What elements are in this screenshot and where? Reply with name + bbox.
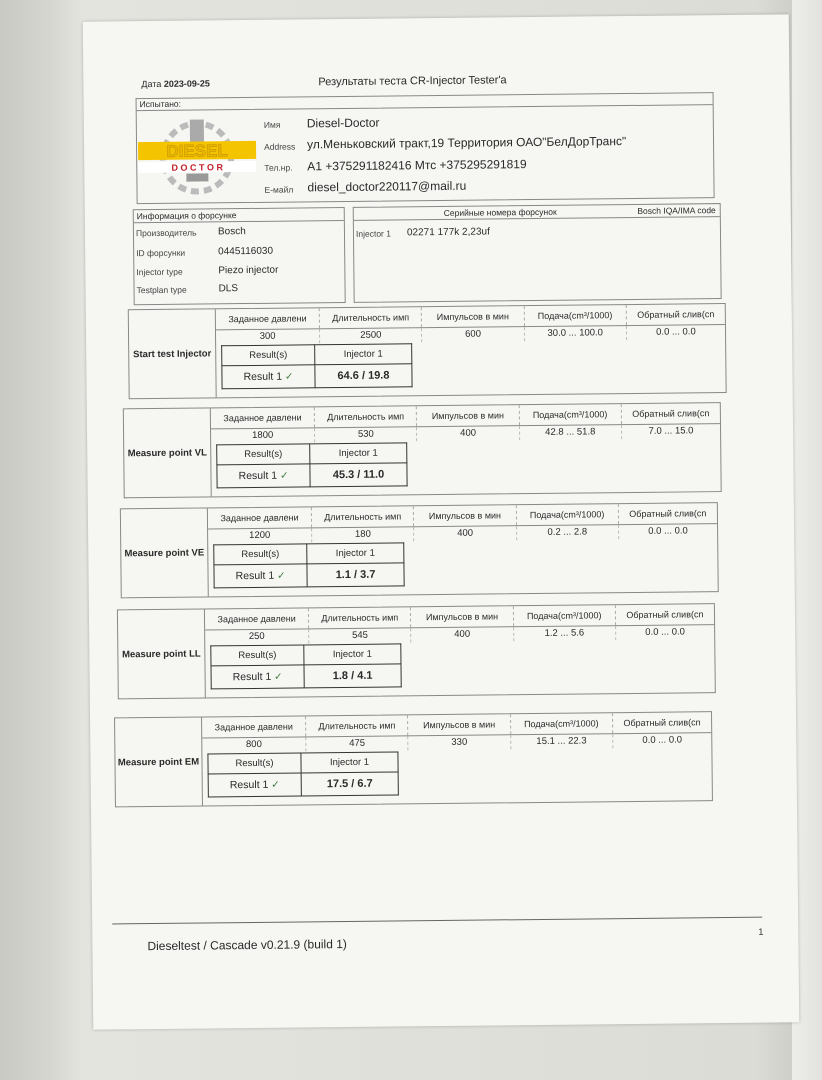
param-header: Длительность имп [320, 307, 422, 328]
result-table [221, 343, 412, 389]
param-header: Заданное давлени [205, 608, 309, 629]
param-value-pulses: 400 [414, 526, 516, 541]
param-value-backflow: 0.0 ... 0.0 [648, 525, 688, 537]
param-value-pressure: 1800 [211, 428, 315, 443]
result-value: 1.8 / 4.1 [304, 664, 401, 688]
param-value-delivery: 0.2 ... 2.8 [517, 525, 619, 540]
test-name: Measure point VL [124, 408, 212, 497]
param-header: Импульсов в мин [408, 714, 510, 735]
iqa-code-title: Bosch IQA/IMA code [637, 205, 716, 216]
result-label-cell [211, 665, 304, 689]
test-block [117, 603, 716, 699]
test-name: Measure point LL [118, 609, 206, 698]
name-value: Diesel-Doctor [306, 115, 380, 131]
param-value-pressure: 300 [216, 329, 320, 344]
result-value: 17.5 / 6.7 [301, 772, 398, 796]
injector-header: Injector 1 [310, 443, 407, 464]
results-header: Result(s) [217, 444, 310, 465]
param-value-pulses: 330 [409, 735, 511, 750]
serial-injector-label: Injector 1 [355, 228, 391, 239]
param-header: Подача(cm³/1000) [511, 713, 613, 734]
result-label-cell [208, 773, 301, 797]
param-value-delivery: 1.2 ... 5.6 [514, 626, 616, 641]
name-label: Имя [263, 119, 281, 130]
param-value-delivery: 42.8 ... 51.8 [520, 425, 622, 440]
result-label-cell [217, 464, 310, 488]
svg-text:DIESEL: DIESEL [166, 141, 228, 161]
result-value: 45.3 / 11.0 [310, 463, 407, 487]
result-label: Result 1 [243, 370, 283, 384]
phone-label: Тел.нр. [264, 162, 293, 173]
param-header: Длительность имп [306, 715, 408, 736]
injector-id-value: 0445116030 [218, 245, 274, 258]
check-icon: ✓ [274, 671, 283, 683]
result-label: Result 1 [238, 469, 278, 483]
testplan-type-value: DLS [218, 283, 239, 295]
param-value-pressure: 250 [205, 629, 309, 644]
param-header: Подача(cm³/1000) [524, 305, 626, 326]
phone-value: A1 +375291182416 Мтс +375295291819 [307, 157, 527, 174]
result-label-cell [222, 365, 315, 389]
address-value: ул.Меньковский тракт,19 Территория ОАО"БелДорТранс" [306, 134, 627, 152]
injector-id-label: ID форсунки [136, 247, 186, 259]
param-header: Длительность имп [309, 607, 411, 628]
svg-text:D O C T O R: D O C T O R [171, 162, 224, 173]
param-value-delivery: 15.1 ... 22.3 [511, 734, 613, 749]
param-value-duration: 180 [312, 527, 414, 542]
param-header: Подача(cm³/1000) [519, 404, 621, 425]
report-sheet [83, 14, 800, 1029]
param-value-duration: 545 [309, 628, 411, 643]
param-header: Импульсов в мин [411, 606, 513, 627]
check-icon: ✓ [284, 371, 294, 383]
check-icon: ✓ [279, 470, 289, 482]
email-label: E-майл [264, 184, 294, 195]
result-label: Result 1 [235, 569, 275, 583]
param-header: Обратный слив(cn [632, 408, 710, 419]
report-title: Результаты теста CR-Injector Tester'a [318, 74, 507, 89]
injector-header: Injector 1 [301, 752, 398, 773]
param-header: Импульсов в мин [414, 505, 516, 526]
serial-injector-value: 02271 177k 2,23uf [406, 226, 490, 239]
param-header: Обратный слив(cn [626, 609, 704, 621]
test-name: Measure point EM [115, 718, 203, 807]
address-label: Address [264, 141, 296, 152]
result-value: 1.1 / 3.7 [307, 563, 404, 587]
results-header: Result(s) [222, 345, 315, 366]
param-value-backflow: 0.0 ... 0.0 [645, 626, 685, 638]
test-block [120, 502, 719, 598]
test-block [114, 711, 713, 807]
param-value-pulses: 600 [422, 327, 524, 342]
results-header: Result(s) [211, 645, 304, 666]
footer-version: Dieseltest / Cascade v0.21.9 (build 1) [147, 937, 347, 954]
param-header: Импульсов в мин [422, 306, 524, 327]
footer-divider [112, 917, 762, 925]
param-header: Заданное давлени [216, 308, 320, 329]
param-header: Подача(cm³/1000) [516, 504, 618, 525]
result-table [210, 643, 401, 689]
param-header: Длительность имп [315, 406, 417, 427]
result-table [207, 751, 398, 797]
test-name: Start test Injector [129, 309, 217, 398]
diesel-doctor-logo [136, 115, 259, 198]
page-number: 1 [758, 926, 764, 937]
param-value-duration: 2500 [320, 328, 422, 343]
tested-header: Испытано: [136, 92, 714, 110]
param-value-pulses: 400 [412, 627, 514, 642]
param-header: Заданное давлени [202, 716, 306, 737]
injector-info-title: Информация о форсунке [134, 208, 344, 223]
param-header: Подача(cm³/1000) [513, 605, 615, 626]
param-value-delivery: 30.0 ... 100.0 [525, 326, 627, 341]
param-value-pressure: 800 [202, 737, 306, 752]
serials-title: Серийные номера форсунок [443, 206, 557, 218]
injector-header: Injector 1 [304, 644, 401, 665]
param-value-pulses: 400 [417, 426, 519, 441]
injector-header: Injector 1 [315, 344, 412, 365]
param-header: Импульсов в мин [417, 405, 519, 426]
param-value-duration: 530 [315, 427, 417, 442]
injector-header: Injector 1 [307, 543, 404, 564]
results-header: Result(s) [214, 544, 307, 565]
param-header: Заданное давлени [211, 407, 315, 428]
result-table [213, 542, 404, 588]
serials-box [353, 203, 722, 303]
manufacturer-label: Производитель [135, 227, 197, 239]
test-block [123, 402, 722, 498]
param-value-backflow: 0.0 ... 0.0 [656, 326, 696, 338]
result-label: Result 1 [232, 670, 272, 684]
param-header: Длительность имп [312, 506, 414, 527]
manufacturer-value: Bosch [217, 226, 246, 238]
param-header: Обратный слив(cn [623, 717, 701, 729]
testplan-type-label: Testplan type [136, 284, 187, 296]
email-value: diesel_doctor220117@mail.ru [307, 178, 467, 195]
check-icon: ✓ [271, 779, 280, 791]
param-value-duration: 475 [306, 736, 408, 751]
param-header: Обратный слив(cn [637, 309, 715, 320]
injector-type-value: Piezo injector [218, 264, 279, 277]
test-block [128, 303, 727, 399]
result-label-cell [214, 564, 307, 588]
results-header: Result(s) [208, 753, 301, 774]
param-header: Заданное давлени [208, 507, 312, 528]
check-icon: ✓ [277, 570, 286, 582]
test-name: Measure point VE [121, 508, 209, 597]
param-header: Обратный слив(cn [629, 508, 707, 520]
result-label: Result 1 [229, 778, 269, 792]
param-value-backflow: 7.0 ... 15.0 [648, 425, 694, 437]
result-value: 64.6 / 19.8 [315, 364, 412, 388]
report-date: Дата 2023-09-25 [141, 78, 210, 90]
param-value-pressure: 1200 [208, 528, 312, 543]
param-value-backflow: 0.0 ... 0.0 [642, 734, 683, 746]
result-table [216, 442, 407, 488]
injector-type-label: Injector type [136, 266, 183, 278]
